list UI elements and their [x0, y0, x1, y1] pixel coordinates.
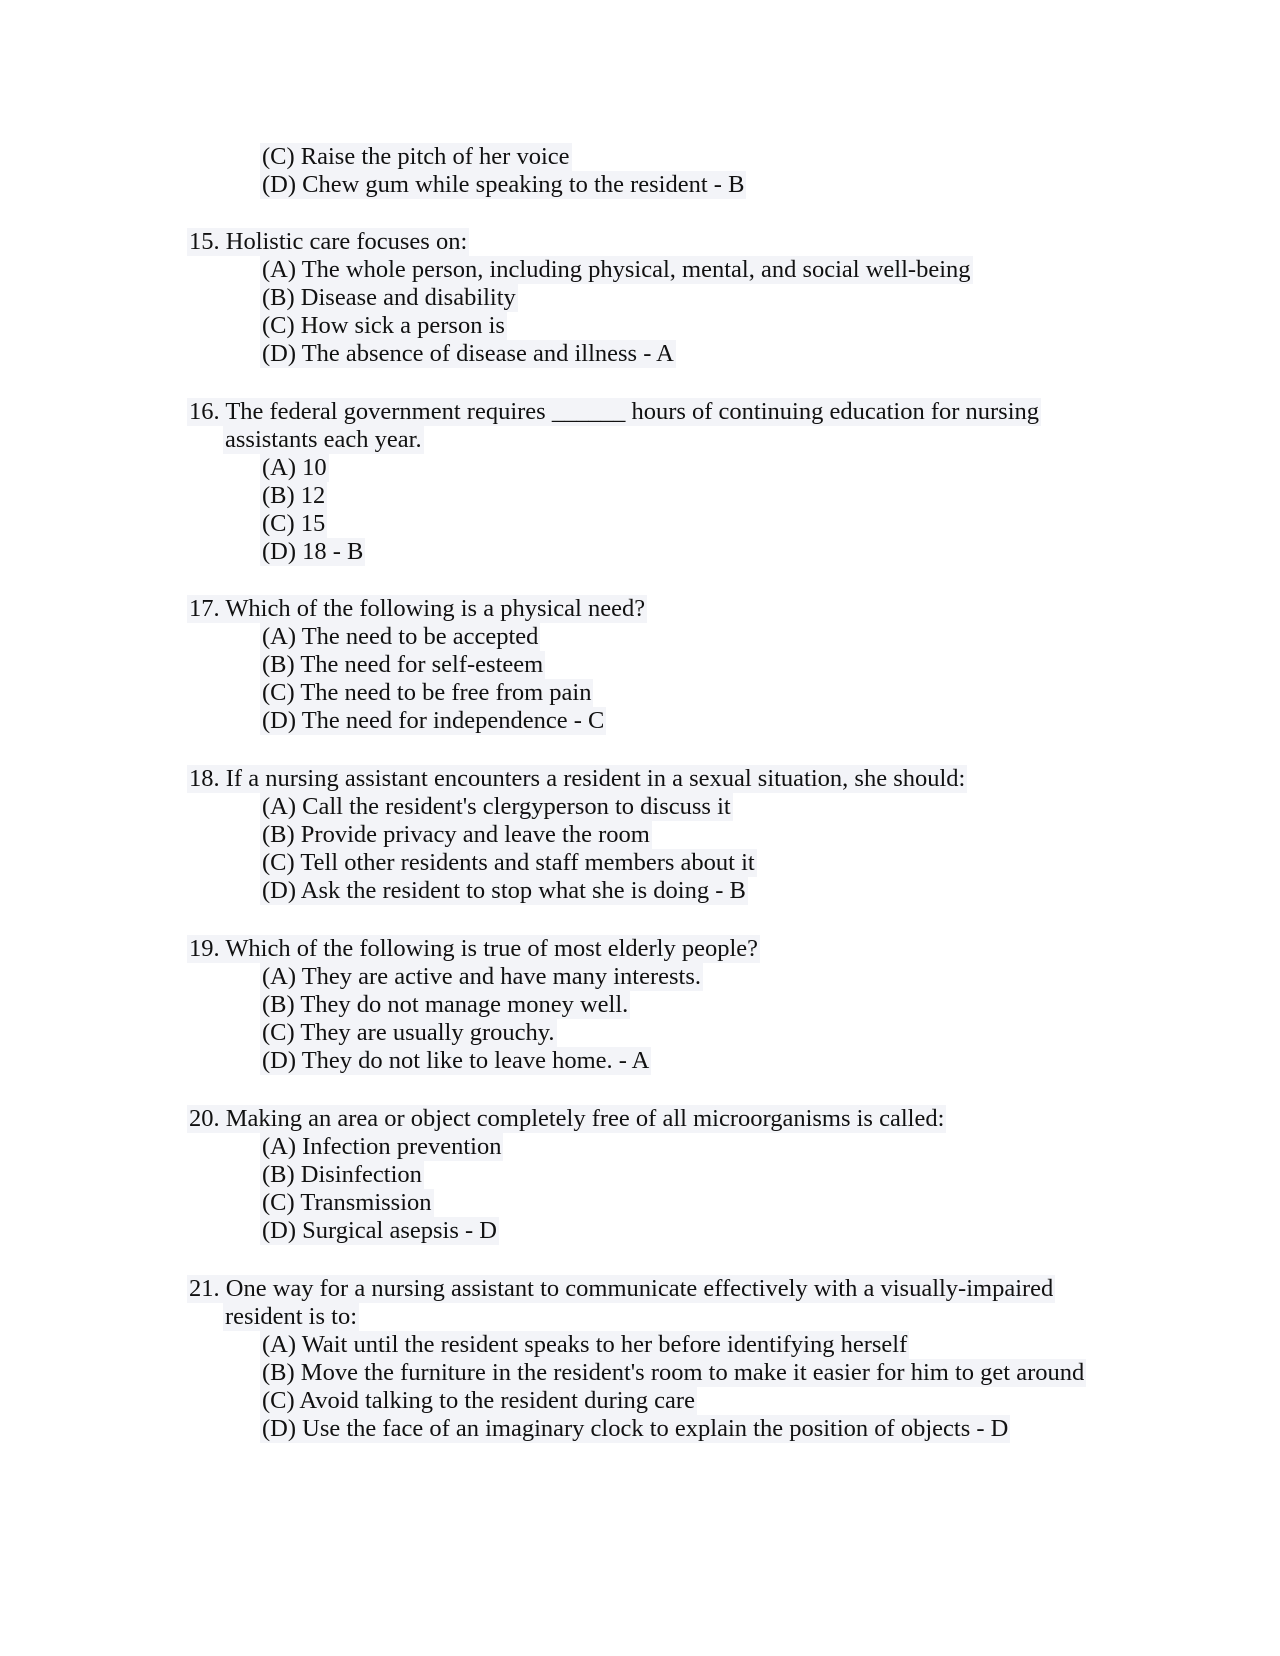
- option-c: (C) They are usually grouchy.: [262, 1019, 555, 1046]
- option-b: (B) 12: [262, 482, 326, 509]
- question-stem: [187, 398, 1041, 426]
- option-b: (B) Move the furniture in the resident's room to make it easier for him to get around: [262, 1359, 1085, 1386]
- question-text: If a nursing assistant encounters a resident in a sexual situation, she should:: [225, 765, 966, 792]
- question-text: Which of the following is a physical need?: [225, 595, 646, 622]
- option-d: (D) 18 - B: [262, 538, 364, 565]
- option-c: (C) 15: [262, 510, 326, 537]
- question-stem: [187, 228, 469, 256]
- option-d: (D) They do not like to leave home. - A: [262, 1047, 650, 1074]
- option-a: (A) Wait until the resident speaks to her before identifying herself: [262, 1331, 908, 1358]
- option-b: (B) Disinfection: [262, 1161, 422, 1188]
- question-stem: [187, 935, 760, 963]
- option-b: (B) The need for self-esteem: [262, 651, 544, 678]
- question-number: 20.: [189, 1105, 220, 1132]
- option-a: (A) The need to be accepted: [262, 623, 539, 650]
- question-text: One way for a nursing assistant to communicate effectively with a visually-impaired: [225, 1275, 1054, 1302]
- option-d: (D) The absence of disease and illness - A: [262, 340, 674, 367]
- option-c: (C) The need to be free from pain: [262, 679, 592, 706]
- question-stem: [187, 1105, 946, 1133]
- question-number: 15.: [189, 228, 220, 255]
- question-number: 18.: [189, 765, 220, 792]
- option-b: (B) Provide privacy and leave the room: [262, 821, 650, 848]
- question-number: 16.: [189, 398, 220, 425]
- question-number: 17.: [189, 595, 220, 622]
- option-d: (D) Ask the resident to stop what she is doing - B: [262, 877, 746, 904]
- option-c: (C) Raise the pitch of her voice: [262, 143, 570, 170]
- question-stem: [187, 1275, 1055, 1303]
- question-text-continued: assistants each year.: [225, 426, 422, 453]
- question-text: Which of the following is true of most elderly people?: [225, 935, 759, 962]
- option-b: (B) Disease and disability: [262, 284, 516, 311]
- question-text-continued: resident is to:: [225, 1303, 358, 1330]
- option-d: (D) The need for independence - C: [262, 707, 605, 734]
- option-c: (C) Transmission: [262, 1189, 432, 1216]
- question-text: Making an area or object completely free of all microorganisms is called:: [225, 1105, 945, 1132]
- question-number: 21.: [189, 1275, 220, 1302]
- option-a: (A) Infection prevention: [262, 1133, 502, 1160]
- question-number: 19.: [189, 935, 220, 962]
- option-a: (A) 10: [262, 454, 327, 481]
- option-c: (C) How sick a person is: [262, 312, 505, 339]
- option-c: (C) Avoid talking to the resident during care: [262, 1387, 695, 1414]
- option-d: (D) Chew gum while speaking to the resident - B: [262, 171, 745, 198]
- option-c: (C) Tell other residents and staff members about it: [262, 849, 755, 876]
- option-b: (B) They do not manage money well.: [262, 991, 629, 1018]
- option-a: (A) Call the resident's clergyperson to discuss it: [262, 793, 731, 820]
- question-text: The federal government requires ______ hours of continuing education for nursing: [225, 398, 1040, 425]
- question-stem: [187, 765, 967, 793]
- option-a: (A) The whole person, including physical, mental, and social well-being: [262, 256, 971, 283]
- option-a: (A) They are active and have many interests.: [262, 963, 702, 990]
- question-stem: [187, 595, 647, 623]
- option-d: (D) Use the face of an imaginary clock to explain the position of objects - D: [262, 1415, 1009, 1442]
- question-text: Holistic care focuses on:: [225, 228, 468, 255]
- option-d: (D) Surgical asepsis - D: [262, 1217, 497, 1244]
